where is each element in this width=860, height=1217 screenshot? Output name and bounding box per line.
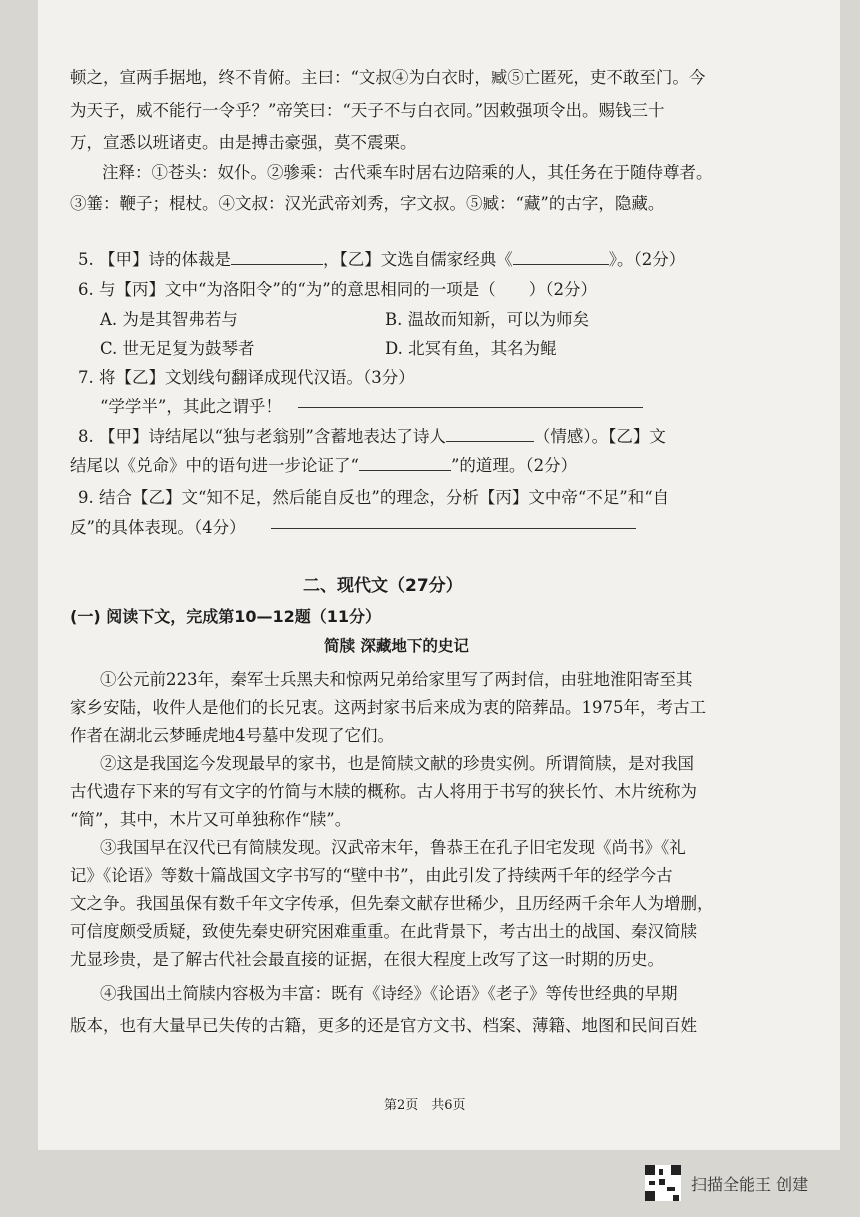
scanner-watermark-text: 扫描全能王 创建 xyxy=(691,1174,809,1194)
article-line: ①公元前223年，秦军士兵黑夫和惊两兄弟给家里写了两封信，由驻地淮阳寄至其 xyxy=(100,670,693,689)
article-line: ②这是我国迄今发现最早的家书，也是简牍文献的珍贵实例。所谓简牍，是对我国 xyxy=(100,754,694,773)
question-9-line2: 反”的具体表现。（4分） xyxy=(70,518,246,537)
answer-line[interactable] xyxy=(298,407,643,408)
qr-code-icon xyxy=(645,1165,681,1201)
article-line: 古代遗存下来的写有文字的竹简与木牍的概称。古人将用于书写的狭长竹、木片统称为 xyxy=(70,782,697,801)
option-c[interactable]: C. 世无足复为鼓琴者 xyxy=(100,339,255,358)
subsection-title: (一) 阅读下文，完成第10—12题（11分） xyxy=(70,607,381,626)
question-7-stem: 7. 将【乙】文划线句翻译成现代汉语。（3分） xyxy=(78,368,415,387)
article-line: 家乡安陆，收件人是他们的长兄衷。这两封家书后来成为衷的陪葬品。1975年，考古工 xyxy=(70,698,706,717)
answer-blank[interactable] xyxy=(359,456,451,471)
article-line: 可信度颇受质疑，致使先秦史研究困难重重。在此背景下，考古出土的战国、秦汉简牍 xyxy=(70,922,697,941)
article-line: 版本，也有大量早已失传的古籍，更多的还是官方文书、档案、薄籍、地图和民间百姓 xyxy=(70,1016,697,1035)
note-line: 注释：①苍头：奴仆。②骖乘：古代乘车时居右边陪乘的人，其任务在于随侍尊者。 xyxy=(102,163,713,182)
article-line: 文之争。我国虽保有数千年文字传承，但先秦文献存世稀少，且历经两千余年人为增删， xyxy=(70,894,714,913)
q8-text-c: 结尾以《兑命》中的语句进一步论证了“ xyxy=(70,456,359,475)
answer-blank[interactable] xyxy=(513,250,609,265)
answer-blank[interactable] xyxy=(446,427,534,442)
note-line: ③箠：鞭子；棍杖。④文叔：汉光武帝刘秀，字文叔。⑤臧：“藏”的古字，隐藏。 xyxy=(70,194,665,213)
question-8-line1 xyxy=(78,423,666,447)
q8-text-b: （情感）。【乙】文 xyxy=(533,427,666,446)
question-7-sentence: “学学半”，其此之谓乎！ xyxy=(100,397,282,416)
page-footer: 第2页 共6页 xyxy=(384,1098,466,1113)
section-title: 二、现代文（27分） xyxy=(303,576,463,596)
article-line: “简”，其中，木片又可单独称作“牍”。 xyxy=(70,810,352,829)
option-b[interactable]: B. 温故而知新，可以为师矣 xyxy=(385,310,590,329)
passage-line: 顿之，宣两手据地，终不肯俯。主曰：“文叔④为白衣时，臧⑤亡匿死，吏不敢至门。今 xyxy=(70,68,706,87)
q5-text-a: 5. 【甲】诗的体裁是 xyxy=(78,250,231,269)
option-a[interactable]: A. 为是其智弗若与 xyxy=(100,310,238,329)
article-line: 记》《论语》等数十篇战国文字书写的“壁中书”，由此引发了持续两千年的经学今古 xyxy=(70,866,673,885)
passage-line: 万，宣悉以班诸吏。由是搏击豪强，莫不震栗。 xyxy=(70,133,417,152)
q5-text-b: ，【乙】文选自儒家经典《 xyxy=(323,250,513,269)
passage-line: 为天子，威不能行一令乎？”帝笑曰：“天子不与白衣同。”因敕强项令出。赐钱三十 xyxy=(70,101,665,120)
article-line: ④我国出土简牍内容极为丰富：既有《诗经》《论语》《老子》等传世经典的早期 xyxy=(100,984,678,1003)
q8-text-d: ”的道理。（2分） xyxy=(450,456,578,475)
question-5 xyxy=(78,246,685,270)
article-line: 作者在湖北云梦睡虎地4号墓中发现了它们。 xyxy=(70,726,394,745)
q8-text-a: 8. 【甲】诗结尾以“独与老翁别”含蓄地表达了诗人 xyxy=(78,427,446,446)
q5-text-c: 》。（2分） xyxy=(608,250,686,269)
answer-line[interactable] xyxy=(271,528,636,529)
scanner-watermark xyxy=(645,1165,808,1201)
exam-page xyxy=(38,0,840,1150)
article-title: 简牍 深藏地下的史记 xyxy=(324,636,469,655)
question-6-stem: 6. 与【丙】文中“为洛阳令”的“为”的意思相同的一项是（ ）（2分） xyxy=(78,280,597,299)
question-9-line1: 9. 结合【乙】文“知不足，然后能自反也”的理念，分析【丙】文中帝“不足”和“自 xyxy=(78,488,670,507)
article-line: 尤显珍贵，是了解古代社会最直接的证据，在很大程度上改写了这一时期的历史。 xyxy=(70,950,664,969)
answer-blank[interactable] xyxy=(231,250,323,265)
option-d[interactable]: D. 北冥有鱼，其名为鲲 xyxy=(385,339,557,358)
question-8-line2 xyxy=(70,452,577,476)
article-line: ③我国早在汉代已有简牍发现。汉武帝末年，鲁恭王在孔子旧宅发现《尚书》《礼 xyxy=(100,838,686,857)
